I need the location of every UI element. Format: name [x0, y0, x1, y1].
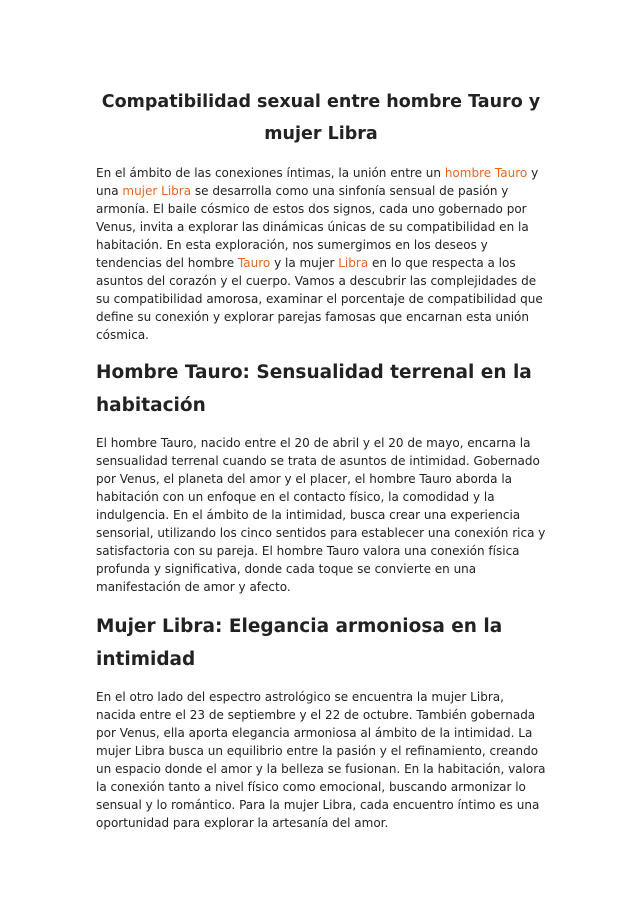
- section-mujer-libra: [96, 610, 546, 832]
- link-libra[interactable]: Libra: [338, 256, 369, 270]
- link-mujer-libra[interactable]: mujer Libra: [122, 184, 192, 198]
- intro-paragraph: [96, 164, 546, 344]
- section-heading: Mujer Libra: Elegancia armoniosa en la intimidad: [96, 616, 503, 670]
- link-hombre-tauro[interactable]: hombre Tauro: [444, 166, 528, 180]
- page-title: Compatibilidad sexual entre hombre Tauro y mujer Libra: [101, 92, 541, 144]
- link-tauro[interactable]: Tauro: [237, 256, 271, 270]
- section-hombre-tauro: [96, 356, 546, 596]
- intro-text-3: se desarrolla como una sinfonía sensual de pasión y armonía. El baile cósmico de estos dos signos, cada uno gobernado por Venus, invita a explorar las dinámicas únicas de su compatibilidad en la habitación. En esta exploración, nos sumergimos en los deseos y tendencias del hombre: [96, 184, 529, 270]
- section-heading: Hombre Tauro: Sensualidad terrenal en la habitación: [96, 362, 532, 416]
- article: [96, 86, 546, 832]
- intro-text-4: y la mujer: [270, 256, 339, 270]
- section-paragraph: El hombre Tauro, nacido entre el 20 de abril y el 20 de mayo, encarna la sensualidad terrenal cuando se trata de asuntos de intimidad. Gobernado por Venus, el planeta del amor y el placer, el hombre Tauro aborda la habitación con un enfoque en el contacto físico, la comodidad y la indulgencia. En el ámbito de la intimidad, busca crear una experiencia sensorial, utilizando los cinco sentidos para establecer una conexión rica y satisfactoria con su pareja. El hombre Tauro valora una conexión física profunda y significativa, donde cada toque se convierte en una manifestación de amor y afecto.: [96, 436, 546, 594]
- section-paragraph: En el otro lado del espectro astrológico se encuentra la mujer Libra, nacida entre el 23 de septiembre y el 22 de octubre. También gobernada por Venus, ella aporta elegancia armoniosa al ámbito de la intimidad. La mujer Libra busca un equilibrio entre la pasión y el refinamiento, creando un espacio donde el amor y la belleza se fusionan. En la habitación, valora la conexión tanto a nivel físico como emocional, buscando armonizar lo sensual y lo romántico. Para la mujer Libra, cada encuentro íntimo es una oportunidad para explorar la artesanía del amor.: [96, 690, 546, 830]
- intro-text-5: en lo que respecta a los asuntos del corazón y el cuerpo. Vamos a descubrir las complejidades de su compatibilidad amorosa, examinar el porcentaje de compatibilidad que define su conexión y explorar parejas famosas que encarnan esta unión cósmica.: [96, 256, 543, 342]
- intro-text-2: y una: [96, 166, 539, 198]
- intro-text-1: En el ámbito de las conexiones íntimas, la unión entre un: [96, 166, 445, 180]
